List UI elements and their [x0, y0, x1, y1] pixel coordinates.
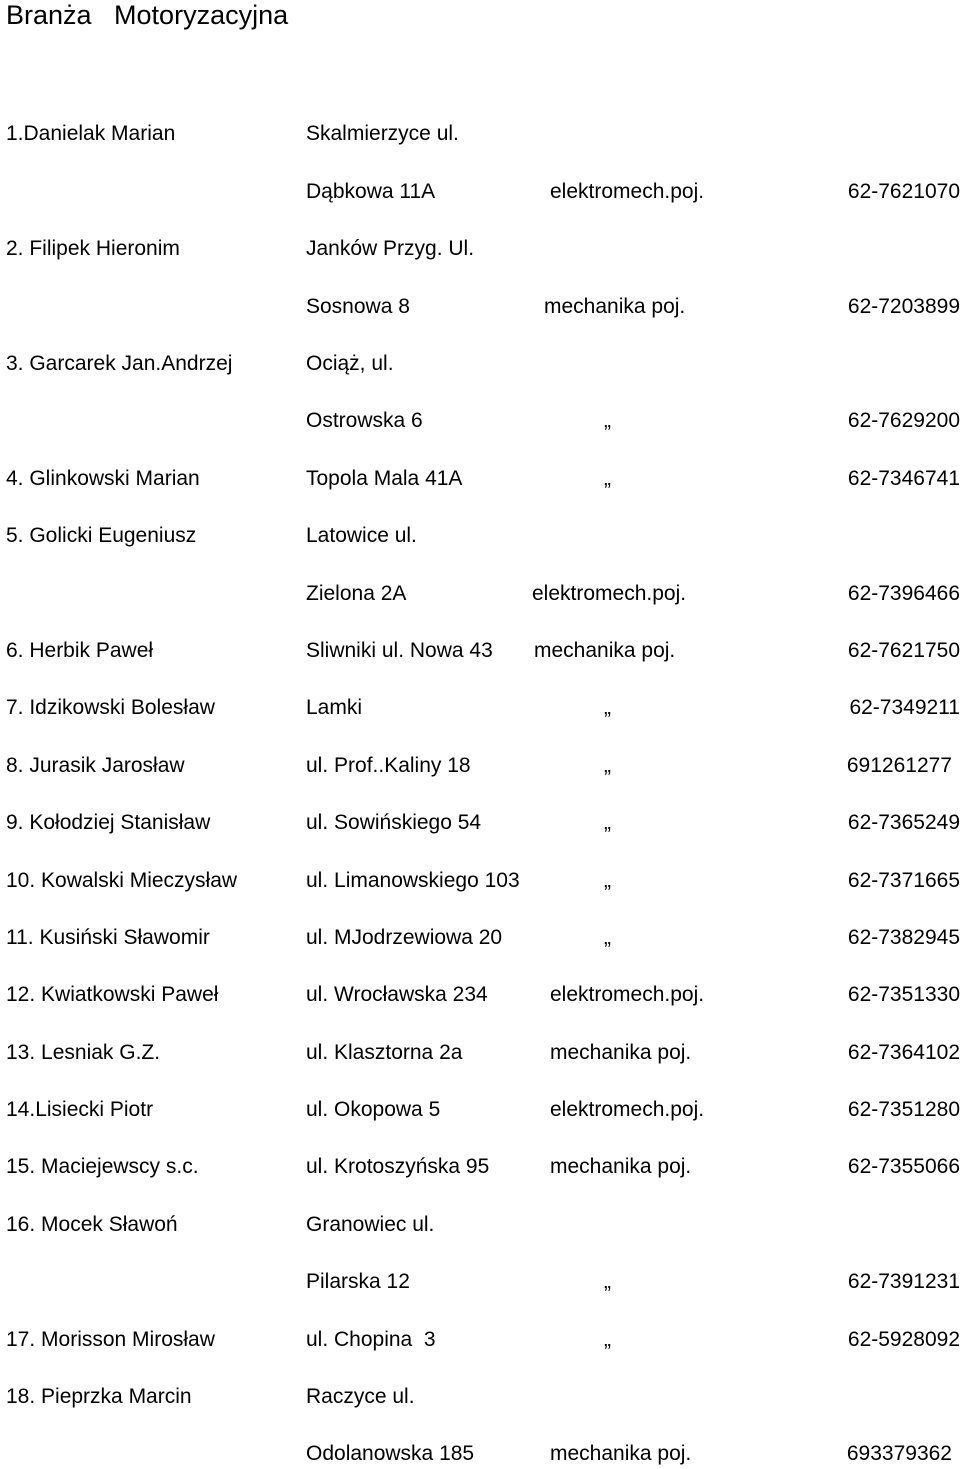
business-address: ul. Sowińskiego 54: [306, 811, 482, 834]
phone-number: 62-7349211: [849, 696, 960, 719]
business-type: mechanika poj.: [550, 1041, 692, 1064]
phone-number: 691261277: [846, 754, 952, 777]
business-address: ul. Krotoszyńska 95: [306, 1155, 490, 1178]
business-address: ul. Limanowskiego 103: [306, 869, 520, 892]
business-address: Janków Przyg. Ul.: [306, 237, 475, 260]
business-address: ul. Wrocławska 234: [306, 983, 488, 1006]
list-item: [0, 1382, 960, 1412]
business-address: Lamki: [306, 696, 363, 719]
list-item: [0, 464, 960, 494]
business-name: 2. Filipek Hieronim: [6, 237, 180, 260]
ditto-mark: „: [604, 754, 611, 777]
list-item: [0, 1439, 960, 1469]
business-type: mechanika poj.: [550, 1155, 692, 1178]
phone-number: 62-7391231: [847, 1270, 960, 1293]
list-item: [0, 866, 960, 896]
phone-number: 62-7371665: [847, 869, 960, 892]
phone-number: 62-7351330: [847, 983, 960, 1006]
business-name: 6. Herbik Paweł: [6, 639, 154, 662]
list-item: [0, 693, 960, 723]
phone-number: 62-7396466: [847, 582, 960, 605]
ditto-mark: „: [604, 1328, 611, 1351]
business-address: ul. Prof..Kaliny 18: [306, 754, 471, 777]
list-item: [0, 1325, 960, 1355]
list-item: [0, 1210, 960, 1240]
business-name: 13. Lesniak G.Z.: [6, 1041, 161, 1064]
business-name: 8. Jurasik Jarosław: [6, 754, 185, 777]
list-item: [0, 177, 960, 207]
business-name: 14.Lisiecki Piotr: [6, 1098, 154, 1121]
business-type: elektromech.poj.: [550, 180, 705, 203]
business-address: Sosnowa 8: [306, 295, 410, 318]
business-name: 12. Kwiatkowski Paweł: [6, 983, 219, 1006]
ditto-mark: „: [604, 409, 611, 432]
list-item: [0, 119, 960, 149]
list-item: [0, 980, 960, 1010]
business-address: Ostrowska 6: [306, 409, 423, 432]
business-type: elektromech.poj.: [532, 582, 687, 605]
business-type: elektromech.poj.: [550, 983, 705, 1006]
phone-number: 62-7382945: [847, 926, 960, 949]
business-address: Sliwniki ul. Nowa 43: [306, 639, 493, 662]
list-item: [0, 234, 960, 264]
list-item: [0, 349, 960, 379]
business-name: 5. Golicki Eugeniusz: [6, 524, 197, 547]
business-address: Pilarska 12: [306, 1270, 410, 1293]
list-item: [0, 808, 960, 838]
list-item: [0, 406, 960, 436]
ditto-mark: „: [604, 1270, 611, 1293]
list-item: [0, 1095, 960, 1125]
business-address: Dąbkowa 11A: [306, 180, 436, 203]
business-address: Raczyce ul.: [306, 1385, 415, 1408]
business-name: 18. Pieprzka Marcin: [6, 1385, 192, 1408]
business-name: 16. Mocek Sławoń: [6, 1213, 178, 1236]
business-name: 7. Idzikowski Bolesław: [6, 696, 215, 719]
business-type: mechanika poj.: [544, 295, 686, 318]
business-address: ul. Okopowa 5: [306, 1098, 441, 1121]
list-item: [0, 1152, 960, 1182]
business-address: Topola Mala 41A: [306, 467, 463, 490]
business-name: 4. Glinkowski Marian: [6, 467, 200, 490]
business-type: mechanika poj.: [550, 1442, 692, 1465]
list-item: [0, 1038, 960, 1068]
phone-number: 62-7621070: [847, 180, 960, 203]
business-address: Granowiec ul.: [306, 1213, 435, 1236]
ditto-mark: „: [604, 926, 611, 949]
business-name: 17. Morisson Mirosław: [6, 1328, 215, 1351]
phone-number: 62-7346741: [847, 467, 960, 490]
ditto-mark: „: [604, 696, 611, 719]
ditto-mark: „: [604, 869, 611, 892]
list-item: [0, 521, 960, 551]
business-address: ul. MJodrzewiowa 20: [306, 926, 503, 949]
business-type: mechanika poj.: [534, 639, 676, 662]
phone-number: 62-7203899: [847, 295, 960, 318]
business-address: Zielona 2A: [306, 582, 407, 605]
business-address: Odolanowska 185: [306, 1442, 475, 1465]
page-title: Branża Motoryzacyjna: [6, 0, 289, 30]
business-name: 15. Maciejewscy s.c.: [6, 1155, 199, 1178]
ditto-mark: „: [604, 467, 611, 490]
business-name: 9. Kołodziej Stanisław: [6, 811, 211, 834]
phone-number: 62-7621750: [847, 639, 960, 662]
list-item: [0, 636, 960, 666]
business-address: Latowice ul.: [306, 524, 417, 547]
business-name: 11. Kusiński Sławomir: [6, 926, 210, 949]
business-address: ul. Klasztorna 2a: [306, 1041, 463, 1064]
phone-number: 62-7365249: [847, 811, 960, 834]
phone-number: 62-7355066: [847, 1155, 960, 1178]
business-address: Skalmierzyce ul.: [306, 122, 459, 145]
phone-number: 62-7351280: [847, 1098, 960, 1121]
list-item: [0, 923, 960, 953]
business-type: elektromech.poj.: [550, 1098, 705, 1121]
list-item: [0, 292, 960, 322]
business-address: ul. Chopina 3: [306, 1328, 436, 1351]
list-item: [0, 751, 960, 781]
business-name: 3. Garcarek Jan.Andrzej: [6, 352, 233, 375]
phone-number: 62-7364102: [847, 1041, 960, 1064]
ditto-mark: „: [604, 811, 611, 834]
phone-number: 62-5928092: [847, 1328, 960, 1351]
phone-number: 693379362: [846, 1442, 952, 1465]
phone-number: 62-7629200: [847, 409, 960, 432]
list-item: [0, 579, 960, 609]
list-item: [0, 1267, 960, 1297]
business-name: 1.Danielak Marian: [6, 122, 176, 145]
business-name: 10. Kowalski Mieczysław: [6, 869, 238, 892]
business-address: Ociąż, ul.: [306, 352, 394, 375]
